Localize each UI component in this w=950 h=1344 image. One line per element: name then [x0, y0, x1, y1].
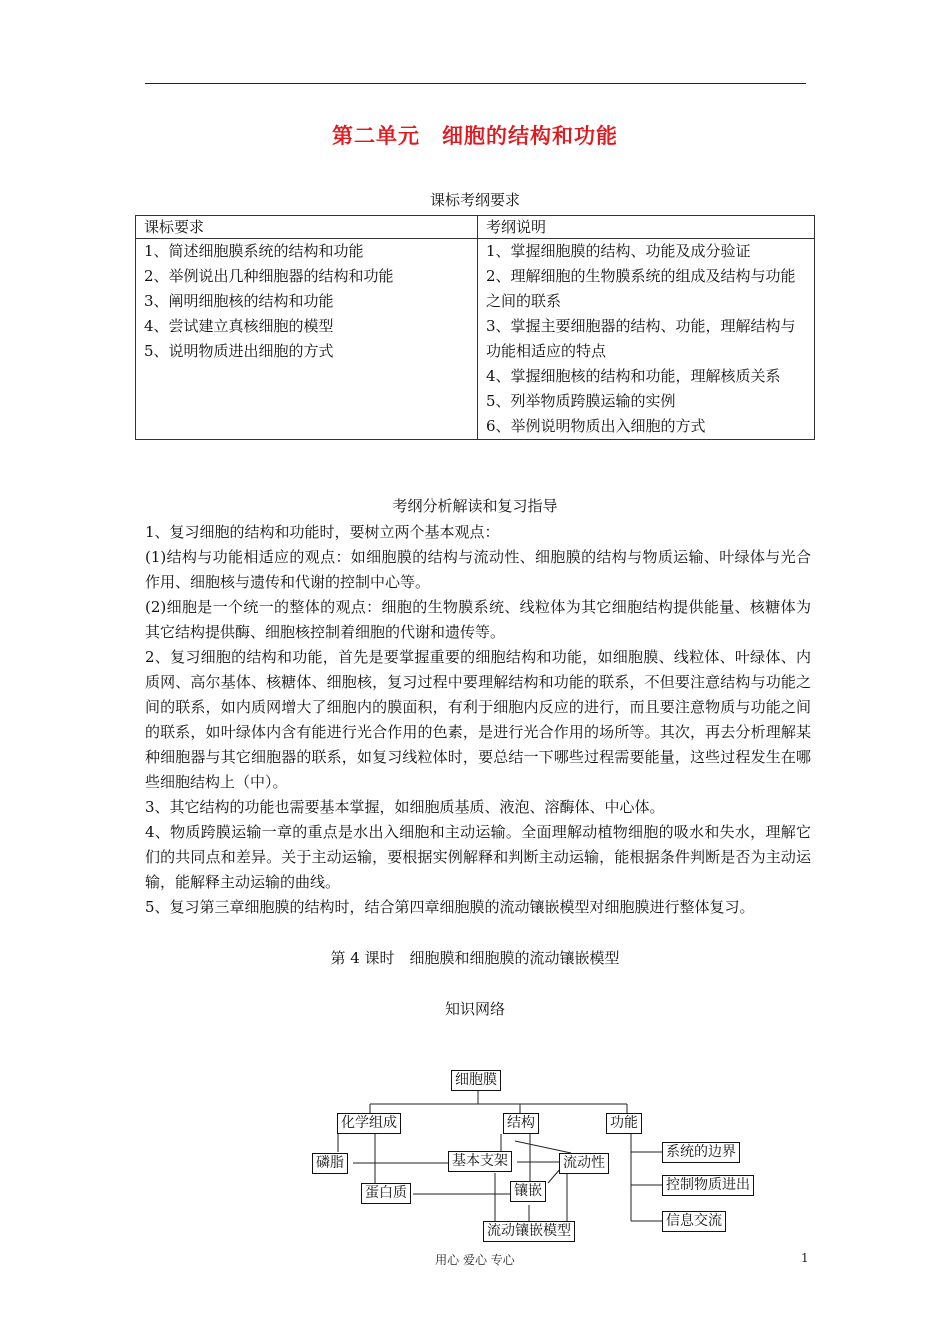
diagram-node-info-exchange: 信息交流: [662, 1211, 726, 1232]
diagram-node-fluidity: 流动性: [559, 1153, 609, 1174]
analysis-paragraph: 2、复习细胞的结构和功能，首先是要掌握重要的细胞结构和功能，如细胞膜、线粒体、叶绿体、内质网、高尔基体、核糖体、细胞核，复习过程中要理解结构和功能的联系，不但要注意结构与功能之间的联系，如内质网增大了细胞内的膜面积，有利于细胞内反应的进行，而且要注意物质与功能之间的联系，如叶绿体内含有能进行光合作用的色素，是进行光合作用的场所等。其次，再去分析理解某种细胞器与其它细胞器的联系，如复习线粒体时，要总结一下哪些过程需要能量，这些过程发生在哪些细胞结构上（中）。: [145, 648, 811, 791]
table-header-row: [136, 216, 815, 239]
page-title: 第二单元 细胞的结构和功能: [332, 124, 618, 148]
diagram-node-embedded: 镶嵌: [510, 1181, 546, 1202]
analysis-paragraph: 3、其它结构的功能也需要基本掌握，如细胞质基质、液泡、溶酶体、中心体。: [145, 798, 665, 816]
list-item: 4、掌握细胞核的结构和功能，理解核质关系: [486, 367, 781, 385]
list-item: 1、掌握细胞膜的结构、功能及成分验证: [486, 242, 751, 260]
diagram-node-control-transport: 控制物质进出: [662, 1175, 754, 1196]
diagram-node-basic-scaffold: 基本支架: [448, 1151, 512, 1172]
analysis-paragraph: (2)细胞是一个统一的整体的观点：细胞的生物膜系统、线粒体为其它细胞结构提供能量、核糖体为其它结构提供酶、细胞核控制着细胞的代谢和遗传等。: [145, 598, 811, 641]
list-item: 4、尝试建立真核细胞的模型: [144, 317, 334, 335]
analysis-paragraph: 1、复习细胞的结构和功能时，要树立两个基本观点：: [145, 523, 500, 541]
syllabus-cell: [478, 239, 815, 440]
analysis-heading: 考纲分析解读和复习指导: [392, 497, 558, 515]
lesson-heading: 第 4 课时 细胞膜和细胞膜的流动镶嵌模型: [330, 949, 620, 967]
list-item: 3、掌握主要细胞器的结构、功能，理解结构与功能相适应的特点: [486, 317, 796, 360]
list-item: 5、说明物质进出细胞的方式: [144, 342, 334, 360]
list-item: 1、简述细胞膜系统的结构和功能: [144, 242, 364, 260]
list-item: 3、阐明细胞核的结构和功能: [144, 292, 334, 310]
list-item: 5、列举物质跨膜运输的实例: [486, 392, 676, 410]
list-item: 2、举例说出几种细胞器的结构和功能: [144, 267, 394, 285]
knowledge-network-heading: 知识网络: [444, 1000, 505, 1018]
diagram-node-phospholipid: 磷脂: [312, 1153, 348, 1174]
col-header-syllabus: 考纲说明: [478, 216, 815, 239]
diagram-node-system-boundary: 系统的边界: [662, 1142, 740, 1163]
knowledge-network-diagram: [305, 1065, 775, 1250]
diagram-node-structure: 结构: [503, 1113, 539, 1134]
header-rule: [145, 83, 806, 84]
diagram-node-composition: 化学组成: [337, 1113, 401, 1134]
requirements-table: [135, 215, 815, 440]
table-row: [136, 239, 815, 440]
analysis-paragraph: (1)结构与功能相适应的观点：如细胞膜的结构与流动性、细胞膜的结构与物质运输、叶绿体与光合作用、细胞核与遗传和代谢的控制中心等。: [145, 548, 811, 591]
page-number: 1: [801, 1251, 809, 1265]
requirements-heading: 课标考纲要求: [429, 191, 520, 209]
diagram-node-protein: 蛋白质: [361, 1183, 411, 1204]
col-header-standards: 课标要求: [136, 216, 478, 239]
analysis-paragraph: 5、复习第三章细胞膜的结构时，结合第四章细胞膜的流动镶嵌模型对细胞膜进行整体复习。: [145, 898, 755, 916]
analysis-paragraph: 4、物质跨膜运输一章的重点是水出入细胞和主动运输。全面理解动植物细胞的吸水和失水，理解它们的共同点和差异。关于主动运输，要根据实例解释和判断主动运输，能根据条件判断是否为主动运输，能解释主动运输的曲线。: [145, 823, 811, 891]
diagram-node-fluid-mosaic-model: 流动镶嵌模型: [483, 1221, 575, 1242]
standards-cell: [136, 239, 478, 440]
diagram-node-function: 功能: [606, 1113, 642, 1134]
list-item: 2、理解细胞的生物膜系统的组成及结构与功能之间的联系: [486, 267, 796, 310]
analysis-body: [145, 520, 811, 920]
list-item: 6、举例说明物质出入细胞的方式: [486, 417, 706, 435]
page-footer: 用心 爱心 专心: [435, 1253, 515, 1267]
diagram-node-root: 细胞膜: [451, 1070, 501, 1091]
